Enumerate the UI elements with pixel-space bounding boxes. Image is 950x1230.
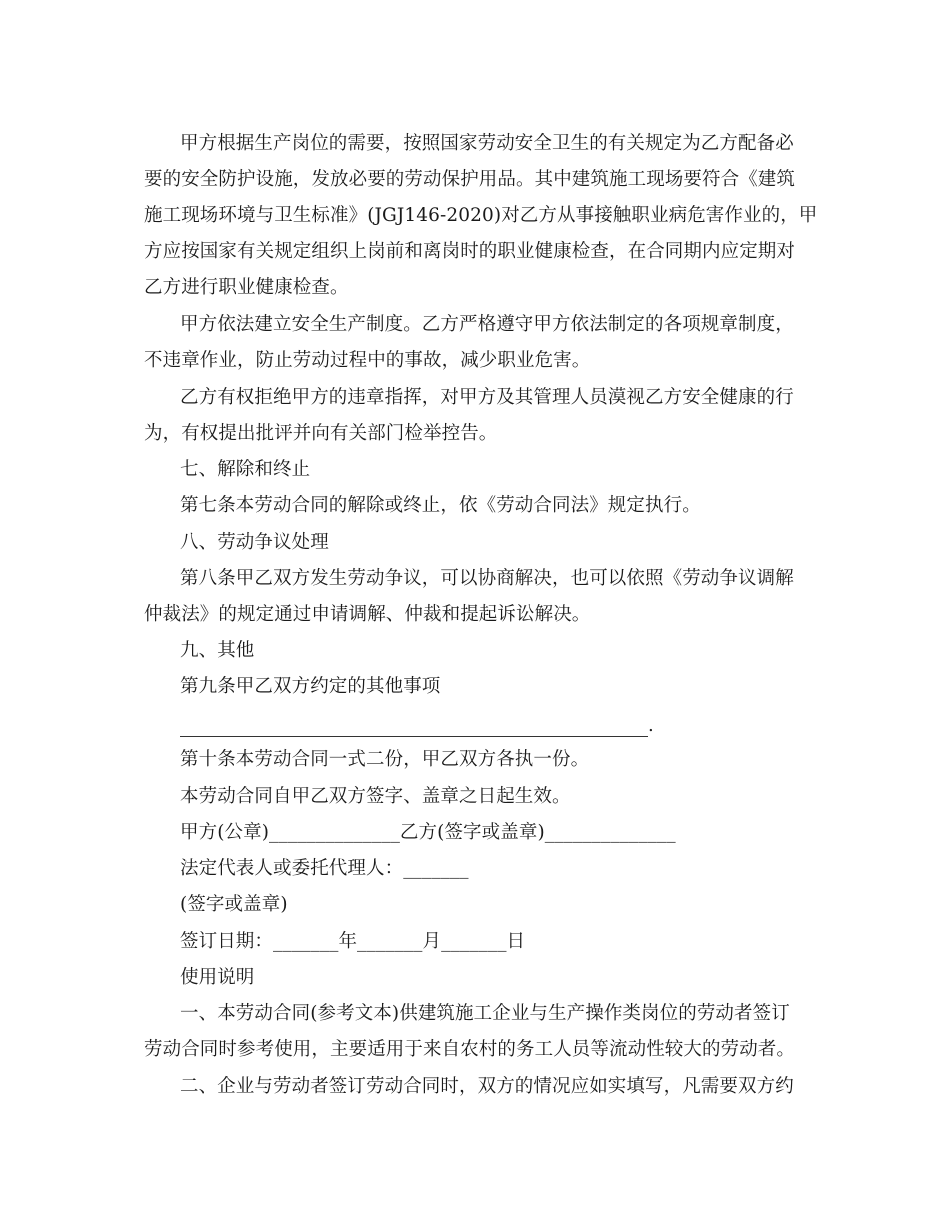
- paragraph-line: 乙方有权拒绝甲方的违章指挥，对甲方及其管理人员漠视乙方安全健康的行: [180, 387, 794, 408]
- paragraph-line: 甲方依法建立安全生产制度。乙方严格遵守甲方依法制定的各项规章制度，: [180, 314, 794, 335]
- signature-note: (签字或盖章): [180, 894, 288, 915]
- section-heading: 八、劳动争议处理: [180, 532, 329, 553]
- paragraph-line: 施工现场环境与卫生标准》(JGJ146-2020)对乙方从事接触职业病危害作业的，甲: [144, 205, 818, 226]
- signing-date-line: 签订日期：_______年_______月_______日: [180, 931, 526, 952]
- clause-text: 第十条本劳动合同一式二份，甲乙双方各执一份。: [180, 749, 590, 770]
- instruction-text: 二、企业与劳动者签订劳动合同时，双方的情况应如实填写，凡需要双方约: [180, 1076, 794, 1097]
- representative-line: 法定代表人或委托代理人：_______: [180, 858, 469, 879]
- section-heading: 使用说明: [180, 967, 255, 988]
- paragraph-line: 要的安全防护设施，发放必要的劳动保护用品。其中建筑施工现场要符合《建筑: [144, 169, 796, 190]
- section-heading: 九、其他: [180, 640, 255, 661]
- paragraph-line: 甲方根据生产岗位的需要，按照国家劳动安全卫生的有关规定为乙方配备必: [180, 133, 794, 154]
- clause-text: 第九条甲乙双方约定的其他事项: [180, 676, 441, 697]
- clause-text: 第八条甲乙双方发生劳动争议，可以协商解决，也可以依照《劳动争议调解: [180, 568, 794, 589]
- signature-line: 甲方(公章)______________乙方(签字或盖章)______________: [180, 822, 676, 843]
- clause-text: 仲裁法》的规定通过申请调解、仲裁和提起诉讼解决。: [144, 604, 591, 625]
- section-heading: 七、解除和终止: [180, 459, 311, 480]
- paragraph-line: 方应按国家有关规定组织上岗前和离岗时的职业健康检查，在合同期内应定期对: [144, 241, 796, 262]
- paragraph-line: 乙方进行职业健康检查。: [144, 277, 349, 298]
- instruction-text: 劳动合同时参考使用，主要适用于来自农村的务工人员等流动性较大的劳动者。: [144, 1039, 796, 1060]
- paragraph-line: 不违章作业，防止劳动过程中的事故，减少职业危害。: [144, 350, 591, 371]
- fill-in-blank-line: [180, 716, 648, 737]
- clause-text: 第七条本劳动合同的解除或终止，依《劳动合同法》规定执行。: [180, 495, 701, 516]
- paragraph-line: 为，有权提出批评并向有关部门检举控告。: [144, 423, 498, 444]
- clause-text: 本劳动合同自甲乙双方签字、盖章之日起生效。: [180, 786, 571, 807]
- blank-line-period: .: [648, 715, 654, 736]
- instruction-text: 一、本劳动合同(参考文本)供建筑施工企业与生产操作类岗位的劳动者签订: [180, 1003, 790, 1024]
